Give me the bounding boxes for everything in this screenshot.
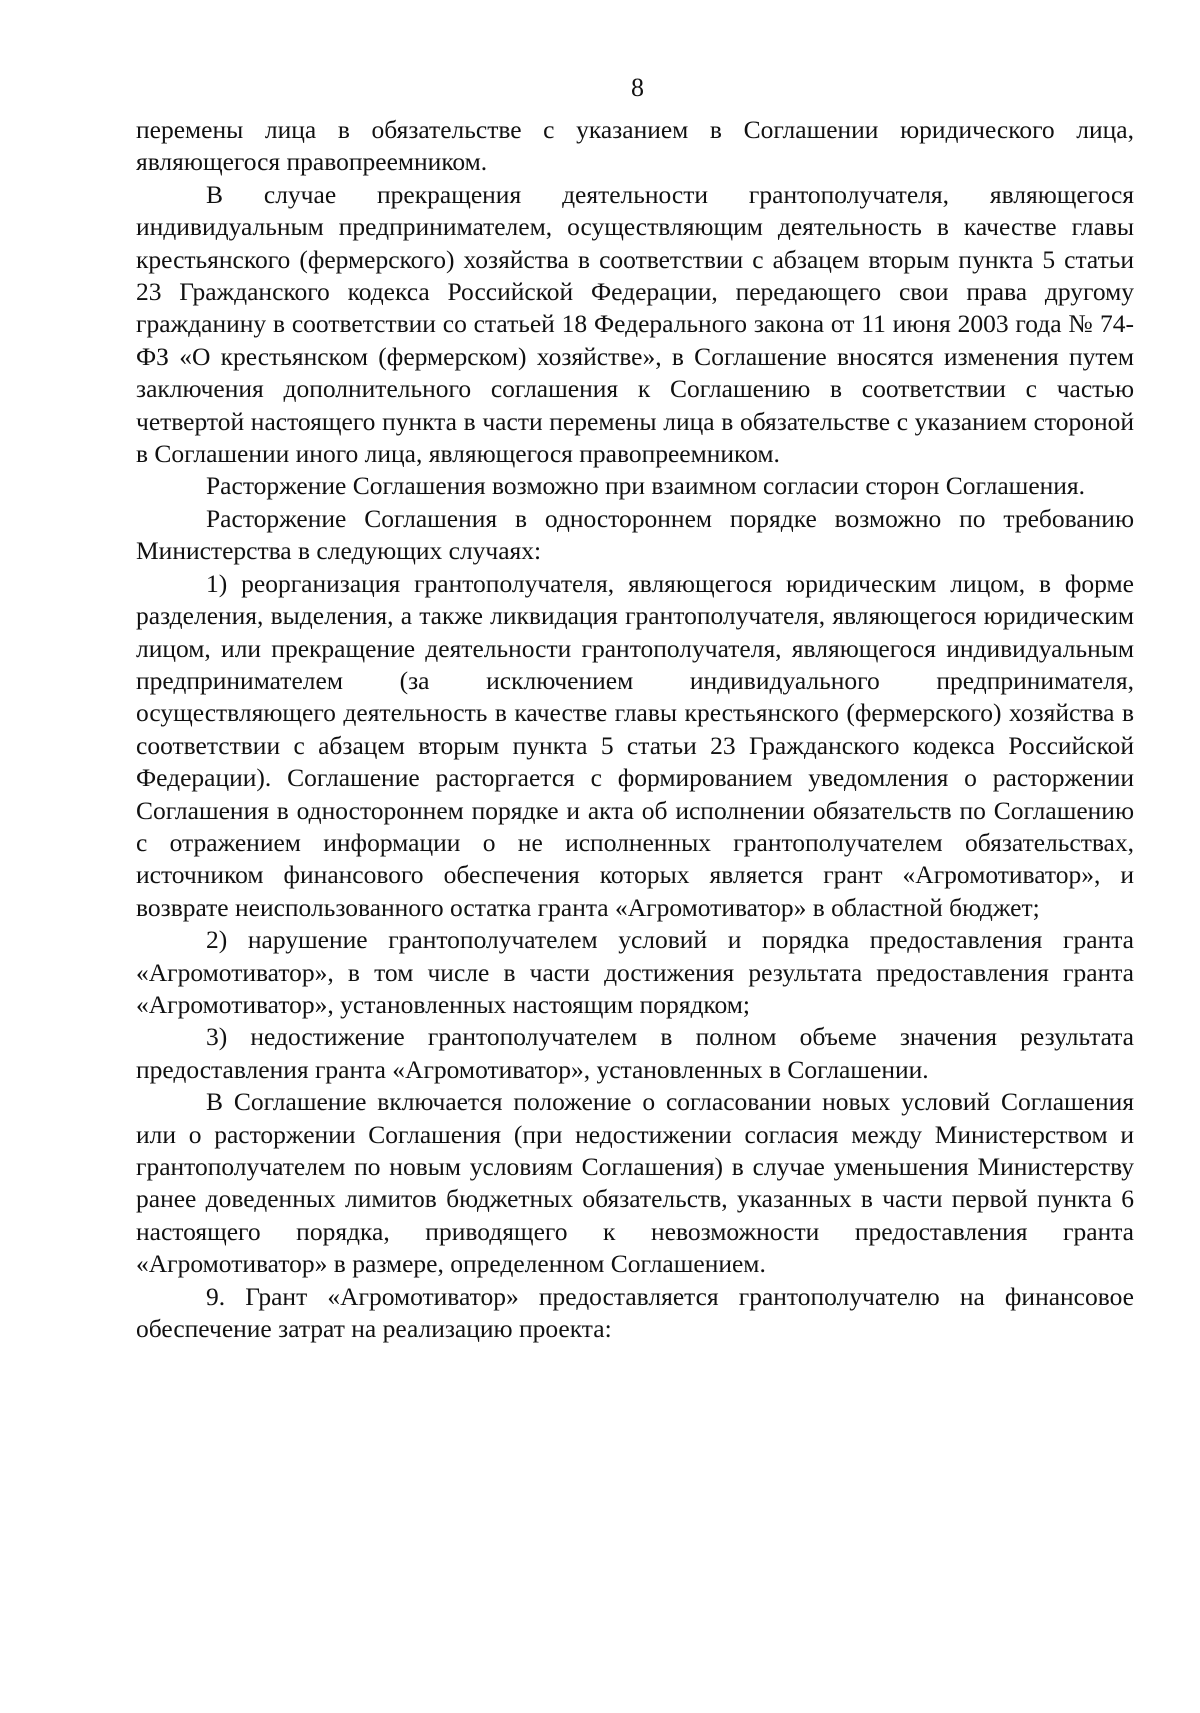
paragraph-mutual-termination: Расторжение Соглашения возможно при взаимном согласии сторон Соглашения. bbox=[206, 471, 1086, 501]
list-item-1: 1) реорганизация грантополучателя, являющегося юридическим лицом, в форме разделения, выделения, а также ликвидация грантополучателя, являющегося юридическим лицом, или прекращение деятельности грантополучателя, являющегося индивидуальным предпринимателем (за исключением индивидуального предпринимателя, осуществляющего деятельность в качестве главы крестьянского (фермерского) хозяйства в соответствии с абзацем вторым пункта 5 статьи 23 Гражданского кодекса Российской Федерации). Соглашение расторгается с формированием уведомления о расторжении Соглашения в одностороннем порядке и акта об исполнении обязательств по Соглашению с отражением информации о не исполненных грантополучателем обязательствах, источником финансового обеспечения которых является грант «Агромотиватор», и возврате неиспользованного остатка гранта «Агромотиватор» в областной бюджет; bbox=[136, 568, 1134, 922]
paragraph-section-9: 9. Грант «Агромотиватор» предоставляется грантополучателю на финансовое обеспечение затрат на реализацию проекта: bbox=[136, 1281, 1134, 1344]
list-item-2: 2) нарушение грантополучателем условий и порядка предоставления гранта «Агромотиватор», в том числе в части достижения результата предоставления гранта «Агромотиватор», установленных настоящим порядком; bbox=[136, 925, 1134, 1019]
list-item-3: 3) недостижение грантополучателем в полном объеме значения результата предоставления гранта «Агромотиватор», установленных в Соглашении. bbox=[136, 1022, 1134, 1084]
page-number: 8 bbox=[631, 73, 644, 102]
paragraph-farm-termination: В случае прекращения деятельности грантополучателя, являющегося индивидуальным предпринимателем, осуществляющим деятельность в качестве главы крестьянского (фермерского) хозяйства в соответствии с абзацем вторым пункта 5 статьи 23 Гражданского кодекса Российской Федерации, передающего свои права другому гражданину в соответствии со статьей 18 Федерального закона от 11 июня 2003 года № 74-ФЗ «О крестьянском (фермерском) хозяйстве», в Соглашение вносятся изменения путем заключения дополнительного соглашения к Соглашению в соответствии с частью четвертой настоящего пункта в части перемены лица в обязательстве с указанием стороной в Соглашении иного лица, являющегося правопреемником. bbox=[136, 179, 1134, 469]
paragraph-continuation: перемены лица в обязательстве с указанием в Соглашении юридического лица, являющегося правопреемником. bbox=[136, 115, 1134, 177]
paragraph-unilateral-termination: Расторжение Соглашения в одностороннем порядке возможно по требованию Министерства в следующих случаях: bbox=[136, 503, 1134, 566]
document-body bbox=[136, 114, 1134, 1345]
paragraph-new-conditions: В Соглашение включается положение о согласовании новых условий Соглашения или о расторжении Соглашения (при недостижении согласия между Министерством и грантополучателем по новым условиям Соглашения) в случае уменьшения Министерству ранее доведенных лимитов бюджетных обязательств, указанных в части первой пункта 6 настоящего порядка, приводящего к невозможности предоставления гранта «Агромотиватор» в размере, определенном Соглашением. bbox=[136, 1087, 1134, 1279]
